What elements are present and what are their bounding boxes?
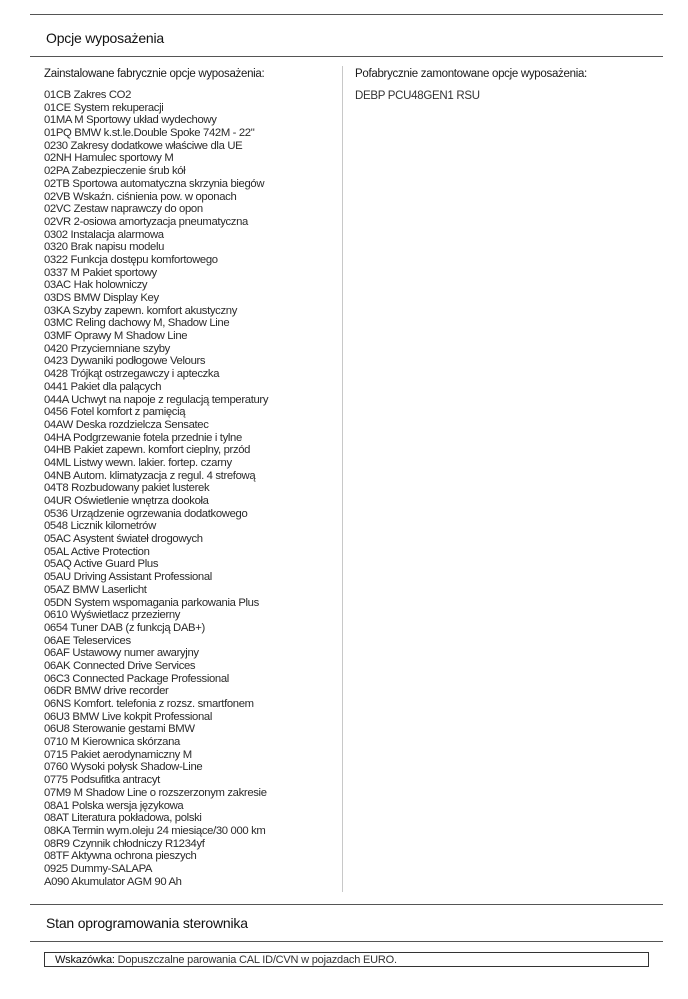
factory-option-item: 01PQ BMW k.st.le.Double Spoke 742M - 22" [44, 127, 255, 140]
factory-option-item: 03KA Szyby zapewn. komfort akustyczny [44, 304, 237, 317]
software-section-title: Stan oprogramowania sterownika [46, 915, 248, 931]
post-factory-options-header: Pofabrycznie zamontowane opcje wyposażenia: [355, 68, 587, 80]
factory-option-item: 0337 M Pakiet sportowy [44, 266, 157, 279]
factory-option-item: 05AU Driving Assistant Professional [44, 571, 212, 584]
factory-option-item: 0536 Urządzenie ogrzewania dodatkowego [44, 507, 248, 520]
factory-option-item: 07M9 M Shadow Line o rozszerzonym zakresie [44, 786, 267, 799]
factory-option-item: 04ML Listwy wewn. lakier. fortep. czarny [44, 456, 232, 469]
factory-option-item: 02VB Wskaźn. ciśnienia pow. w oponach [44, 190, 237, 203]
factory-option-item: 0775 Podsufitka antracyt [44, 774, 160, 787]
factory-option-item: 0423 Dywaniki podłogowe Velours [44, 355, 206, 368]
post-factory-options-list [355, 90, 480, 102]
factory-option-item: 04UR Oświetlenie wnętrza dookoła [44, 495, 209, 507]
post-factory-option-item: DEBP PCU48GEN1 RSU [355, 90, 480, 102]
factory-option-item: 04HB Pakiet zapewn. komfort cieplny, przód [44, 444, 251, 457]
factory-option-item: 04HA Podgrzewanie fotela przednie i tylne [44, 431, 242, 444]
column-divider [342, 66, 343, 892]
factory-option-item: 0715 Pakiet aerodynamiczny M [44, 748, 192, 761]
factory-option-item: 03AC Hak holowniczy [44, 279, 148, 292]
factory-option-item: 0654 Tuner DAB (z funkcją DAB+) [44, 621, 205, 634]
factory-option-item: 02NH Hamulec sportowy M [44, 152, 174, 165]
factory-option-item: 03MF Oprawy M Shadow Line [44, 330, 188, 343]
options-title-rule [30, 56, 663, 57]
software-title-rule [30, 941, 663, 942]
factory-option-item: 0456 Fotel komfort z pamięcią [44, 406, 186, 419]
factory-option-item: 06DR BMW drive recorder [44, 685, 169, 698]
factory-option-item: 0420 Przyciemniane szyby [44, 342, 170, 355]
factory-option-item: 04AW Deska rozdzielcza Sensatec [44, 418, 209, 431]
factory-option-item: 0760 Wysoki połysk Shadow-Line [44, 761, 203, 774]
factory-option-item: 0610 Wyświetlacz przezierny [44, 609, 181, 622]
factory-option-item: 0322 Funkcja dostępu komfortowego [44, 253, 218, 266]
factory-option-item: 0428 Trójkąt ostrzegawczy i apteczka [44, 368, 220, 381]
factory-option-item: 01MA M Sportowy układ wydechowy [44, 114, 217, 127]
factory-option-item: 01CB Zakres CO2 [44, 89, 132, 101]
factory-option-item: 08TF Aktywna ochrona pieszych [44, 850, 197, 863]
factory-option-item: 08KA Termin wym.oleju 24 miesiące/30 000 km [44, 824, 266, 837]
factory-option-item: 05AC Asystent świateł drogowych [44, 533, 203, 546]
factory-option-item: 0441 Pakiet dla palących [44, 380, 162, 393]
factory-option-item: 0320 Brak napisu modelu [44, 241, 165, 254]
top-rule [30, 14, 663, 15]
factory-option-item: 06AK Connected Drive Services [44, 659, 196, 672]
factory-option-item: 03DS BMW Display Key [44, 292, 159, 304]
factory-option-item: 05DN System wspomagania parkowania Plus [44, 596, 259, 609]
factory-option-item: 02VC Zestaw naprawczy do opon [44, 203, 203, 216]
factory-option-item: 06AF Ustawowy numer awaryjny [44, 647, 199, 660]
factory-option-item: 08R9 Czynnik chłodniczy R1234yf [44, 837, 205, 850]
factory-option-item: 02PA Zabezpieczenie śrub kół [44, 165, 186, 178]
note-label: Wskazówka: [55, 954, 115, 966]
factory-option-item: 0710 M Kierownica skórzana [44, 736, 180, 749]
factory-option-item: 04T8 Rozbudowany pakiet lusterek [44, 482, 210, 495]
factory-option-item: 08A1 Polska wersja językowa [44, 799, 184, 812]
factory-option-item: 0230 Zakresy dodatkowe właściwe dla UE [44, 139, 243, 152]
factory-options-header: Zainstalowane fabrycznie opcje wyposażenia: [44, 68, 265, 80]
factory-option-item: 08AT Literatura pokładowa, polski [44, 812, 202, 825]
factory-option-item: 04NB Autom. klimatyzacja z regul. 4 strefową [44, 469, 256, 482]
factory-option-item: 02TB Sportowa automatyczna skrzynia biegów [44, 177, 265, 190]
note-text: Dopuszczalne parowania CAL ID/CVN w pojazdach EURO. [117, 954, 397, 966]
factory-option-item: 06AE Teleservices [44, 634, 131, 647]
factory-option-item: 0302 Instalacja alarmowa [44, 228, 164, 241]
factory-option-item: A090 Akumulator AGM 90 Ah [44, 875, 182, 888]
factory-option-item: 05AZ BMW Laserlicht [44, 583, 147, 596]
factory-option-item: 044A Uchwyt na napoje z regulacją temperatury [44, 393, 269, 406]
factory-option-item: 0548 Licznik kilometrów [44, 520, 156, 533]
factory-option-item: 06U3 BMW Live kokpit Professional [44, 710, 213, 723]
factory-option-item: 05AL Active Protection [44, 545, 150, 558]
factory-option-item: 06NS Komfort. telefonia z rozsz. smartfonem [44, 698, 254, 710]
factory-option-item: 02VR 2-osiowa amortyzacja pneumatyczna [44, 215, 248, 228]
factory-option-item: 06U8 Sterowanie gestami BMW [44, 723, 195, 736]
factory-option-item: 0925 Dummy-SALAPA [44, 862, 153, 875]
factory-option-item: 03MC Reling dachowy M, Shadow Line [44, 317, 230, 330]
factory-option-item: 01CE System rekuperacji [44, 101, 164, 114]
software-section-top-rule [30, 904, 663, 905]
factory-option-item: 06C3 Connected Package Professional [44, 672, 229, 685]
factory-options-list [44, 89, 268, 888]
options-section-title: Opcje wyposażenia [46, 30, 164, 46]
factory-option-item: 05AQ Active Guard Plus [44, 558, 159, 571]
note-box [44, 952, 649, 967]
